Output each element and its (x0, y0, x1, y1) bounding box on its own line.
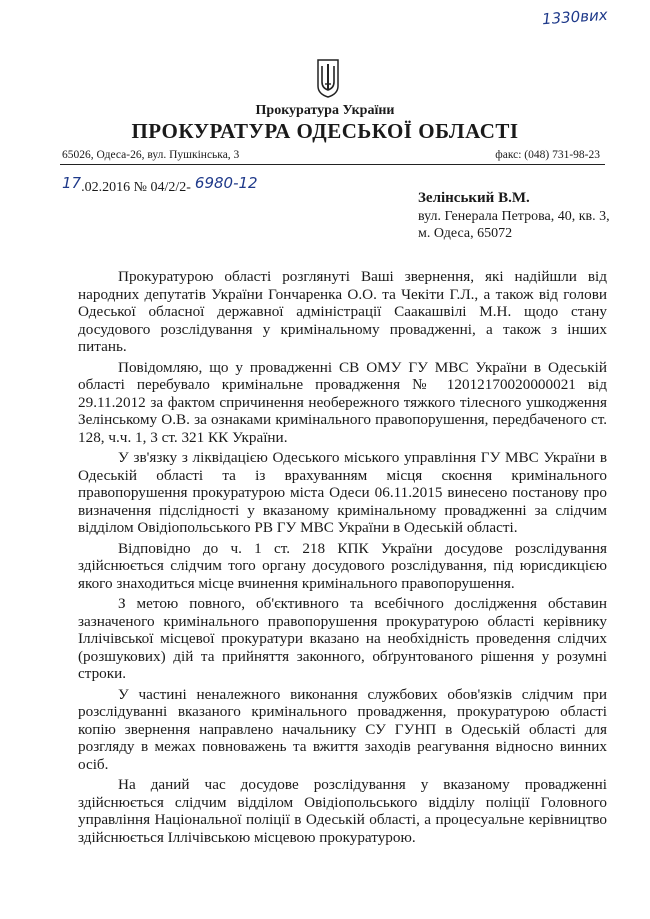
registration-printed: .02.2016 № 04/2/2- (81, 180, 191, 195)
parent-organization: Прокуратура України (255, 103, 395, 118)
recipient-block (418, 190, 610, 242)
sender-fax: факс: (048) 731-98-23 (495, 149, 600, 161)
body-paragraph: На даний час досудове розслідування у вказаному провадженні здійснюється слідчим відділом Овідіопольського відділу поліції Головного управління Національної поліції в Одеській області, а процесуальне керівництво здійснюється Іллічівською місцевою прокуратурою. (78, 776, 607, 846)
handwritten-reg-number: 6980-12 (194, 174, 258, 192)
registration-line (62, 174, 258, 196)
handwritten-outgoing-mark: 1330вих (541, 5, 609, 29)
handwritten-day: 17 (62, 174, 82, 192)
body-paragraph: У частині неналежного виконання службових обов'язків слідчим при розслідуванні вказаного кримінального провадження, прокуратурою області копію звернення направлено начальнику СУ ГУНП в Одеській області для розгляду в межах повноважень та вжиття заходів реагування відносно винних осіб. (78, 685, 607, 773)
recipient-address-line2: м. Одеса, 65072 (418, 226, 513, 241)
letter-body (78, 268, 607, 849)
body-paragraph: Відповідно до ч. 1 ст. 218 КПК України досудове розслідування здійснюється слідчим того органу досудового розслідування, під юрисдикцією якого знаходиться місце вчинення кримінального правопорушення. (78, 539, 607, 592)
recipient-name: Зелінський В.М. (418, 190, 530, 206)
organization-title: ПРОКУРАТУРА ОДЕСЬКОЇ ОБЛАСТІ (131, 119, 519, 143)
sender-address: 65026, Одеса-26, вул. Пушкінська, 3 (62, 149, 240, 161)
body-paragraph: У зв'язку з ліквідацією Одеського міського управління ГУ МВС України в Одеській області та із врахуванням місця скоєння кримінального правопорушення прокуратурою міста Одеси 06.11.2015 винесено постанову про визначення підслідності у вказаному кримінальному провадженні за слідчим відділом Овідіопольського РВ ГУ МВС України в Одеській області. (78, 449, 607, 536)
coat-of-arms-trident-icon (316, 58, 340, 98)
body-paragraph: З метою повного, об'єктивного та всебічного дослідження обставин зазначеного кримінального правопорушення прокуратурою області керівнику Іллічівської місцевої прокуратури вказано на необхідність проведення слідчих (розшукових) дій та прийняття законного, обґрунтованого рішення у розумні строки. (78, 595, 607, 682)
body-paragraph: Прокуратурою області розглянуті Ваші звернення, які надійшли від народних депутатів України Гончаренка О.О. та Чекіти Г.Л., а також від голови Одеської обласної державної адміністрації Саакашвілі М.Н. щодо стану досудового розслідування у кримінальному провадженні, а також з інших питань. (78, 268, 607, 355)
header-divider (60, 164, 605, 165)
recipient-address-line1: вул. Генерала Петрова, 40, кв. 3, (418, 209, 610, 224)
body-paragraph: Повідомляю, що у провадженні СВ ОМУ ГУ МВС України в Одеській області перебувало кримінальне провадження № 12012170020000021 від 29.11.2012 за фактом спричинення необережного тяжкого тілесного ушкодження Зелінському О.В. за ознаками кримінального правопорушення, передбаченого ст. 128, ч.ч. 1, 3 ст. 321 КК України. (78, 358, 607, 446)
